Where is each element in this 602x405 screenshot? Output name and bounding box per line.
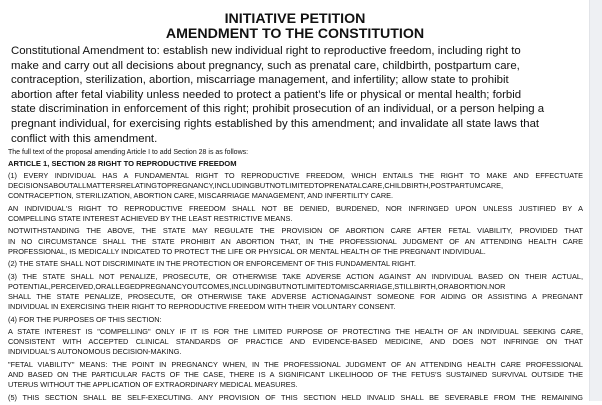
summary-line: pregnant individual, for exercising rights established by this amendment; and invalidate all state laws that [11, 117, 540, 130]
paragraph-line: A STATE INTEREST IS "COMPELLING" ONLY IF IT IS FOR THE LIMITED PURPOSE OF PROTECTING THE HEALTH OF AN INDIVIDUAL SEEKING CARE, [8, 326, 583, 336]
paragraph-line: IN NO CIRCUMSTANCE SHALL THE STATE PROHIBIT AN ABORTION THAT, IN THE PROFESSIONAL JUDGMENT OF AN ATTENDING HEALTH CARE [8, 236, 583, 246]
paragraph-line: COMPELLING STATE INTEREST ACHIEVED BY THE LEAST RESTRICTIVE MEANS. [8, 214, 293, 223]
article-paragraph [8, 259, 583, 269]
paragraph-line: (4) FOR THE PURPOSES OF THIS SECTION: [8, 314, 162, 324]
article-paragraph [8, 226, 583, 257]
paragraph-line: INDIVIDUAL IN EXERCISING THEIR RIGHT TO REPRODUCTIVE FREEDOM WITH THEIR VOLUNTARY CONSENT. [8, 302, 396, 312]
paragraph-line: DECISIONSABOUTALLMATTERSRELATINGTOPREGNANCY,INCLUDINGBUTNOTLIMITEDTOPRENATALCARE,CHILDBIRTH,POSTPARTUMCARE, [8, 181, 504, 191]
title-line-1: INITIATIVE PETITION [224, 11, 366, 27]
summary-line: conflict with this amendment. [11, 132, 158, 145]
article-paragraph [8, 204, 583, 224]
paragraph-line: (1) EVERY INDIVIDUAL HAS A FUNDAMENTAL RIGHT TO REPRODUCTIVE FREEDOM, WHICH ENTAILS THE RIGHT TO MAKE AND EFFECTUATE [8, 171, 583, 180]
paragraph-line: (5) THIS SECTION SHALL BE SELF-EXECUTING. ANY PROVISION OF THIS SECTION HELD INVALID SHALL BE SEVERABLE FROM THE REMAINING [8, 392, 583, 402]
article-paragraph [8, 171, 583, 202]
paragraph-line: AND BASED ON THE PARTICULAR FACTS OF THE CASE, THERE IS A SIGNIFICANT LIKELIHOOD OF THE FETUS'S SUSTAINED SURVIVAL OUTSIDE THE [8, 369, 583, 379]
paragraph-line: CONTRACEPTION, STERILIZATION, ABORTION CARE, MISCARRIAGE MANAGEMENT, AND INFERTILITY CARE. [8, 191, 394, 201]
paragraph-line: (2) THE STATE SHALL NOT DISCRIMINATE IN THE PROTECTION OR ENFORCEMENT OF THIS FUNDAMENTAL RIGHT. [8, 259, 416, 269]
article-paragraph [8, 315, 583, 325]
summary-line: Constitutional Amendment to: establish new individual right to reproductive freedom, including right to [11, 45, 521, 57]
summary-line: contraception, sterilization, abortion, miscarriage management, and infertility; allow state to prohibit [11, 74, 509, 87]
summary-line: abortion after fetal viability unless needed to protect a patient’s life or physical or mental health; forbid [11, 88, 522, 101]
paragraph-line: PROFESSIONAL, IS MEDICALLY INDICATED TO PROTECT THE LIFE OR PHYSICAL OR MENTAL HEALTH OF THE PREGNANT INDIVIDUAL. [8, 246, 486, 256]
amendment-summary [11, 44, 571, 146]
article-body [8, 171, 583, 405]
article-paragraph [8, 393, 583, 403]
summary-line: make and carry out all decisions about pregnancy, such as prenatal care, childbirth, postpartum care, [11, 59, 520, 72]
summary-line: state discrimination in enforcement of this right; prohibit prosecution of an individual, or a person helping a [11, 103, 545, 116]
paragraph-line: SHALL THE STATE PENALIZE, PROSECUTE, OR OTHERWISE TAKE ADVERSE ACTIONAGAINST SOMEONE FOR AIDING OR ASSISTING A PREGNANT [8, 291, 583, 301]
article-paragraph [8, 327, 583, 358]
paragraph-line: CONSISTENT WITH ACCEPTED CLINICAL STANDARDS OF PRACTICE AND EVIDENCE-BASED MEDICINE, AND DOES NOT INFRINGE ON THAT [8, 337, 583, 347]
paragraph-line: UTERUS WITHOUT THE APPLICATION OF EXTRAORDINARY MEDICAL MEASURES. [8, 380, 298, 390]
article-heading: ARTICLE 1, SECTION 28 RIGHT TO REPRODUCTIVE FREEDOM [8, 159, 237, 168]
paragraph-line: (3) THE STATE SHALL NOT PENALIZE, PROSECUTE, OR OTHERWISE TAKE ADVERSE ACTION AGAINST AN INDIVIDUAL BASED ON THEIR ACTUAL, [8, 271, 583, 281]
paragraph-line: NOTWITHSTANDING THE ABOVE, THE STATE MAY REGULATE THE PROVISION OF ABORTION CARE AFTER FETAL VIABILITY, PROVIDED THAT [8, 226, 583, 236]
title-line-2: AMENDMENT TO THE CONSTITUTION [165, 26, 425, 42]
paragraph-line: AN INDIVIDUAL'S RIGHT TO REPRODUCTIVE FREEDOM SHALL NOT BE DENIED, BURDENED, NOR INFRINGED UPON UNLESS JUSTIFIED BY A [8, 203, 583, 213]
article-paragraph [8, 272, 583, 313]
paragraph-line: "FETAL VIABILITY" MEANS: THE POINT IN PREGNANCY WHEN, IN THE PROFESSIONAL JUDGMENT OF AN ATTENDING HEALTH CARE PROFESSIONAL [8, 359, 583, 369]
full-text-note: The full text of the proposal amending Article I to add Section 28 is as follows: [8, 149, 249, 156]
paragraph-line: POTENTIAL,PERCEIVED,ORALLEGEDPREGNANCYOUTCOMES,INCLUDINGBUTNOTLIMITEDTOMISCARRIAGE,STILLBIRTH,ORABORTION.NOR [8, 281, 506, 291]
page-edge [589, 0, 602, 401]
paragraph-line: INDIVIDUAL'S AUTONOMOUS DECISION-MAKING. [8, 347, 182, 357]
article-paragraph [8, 360, 583, 391]
